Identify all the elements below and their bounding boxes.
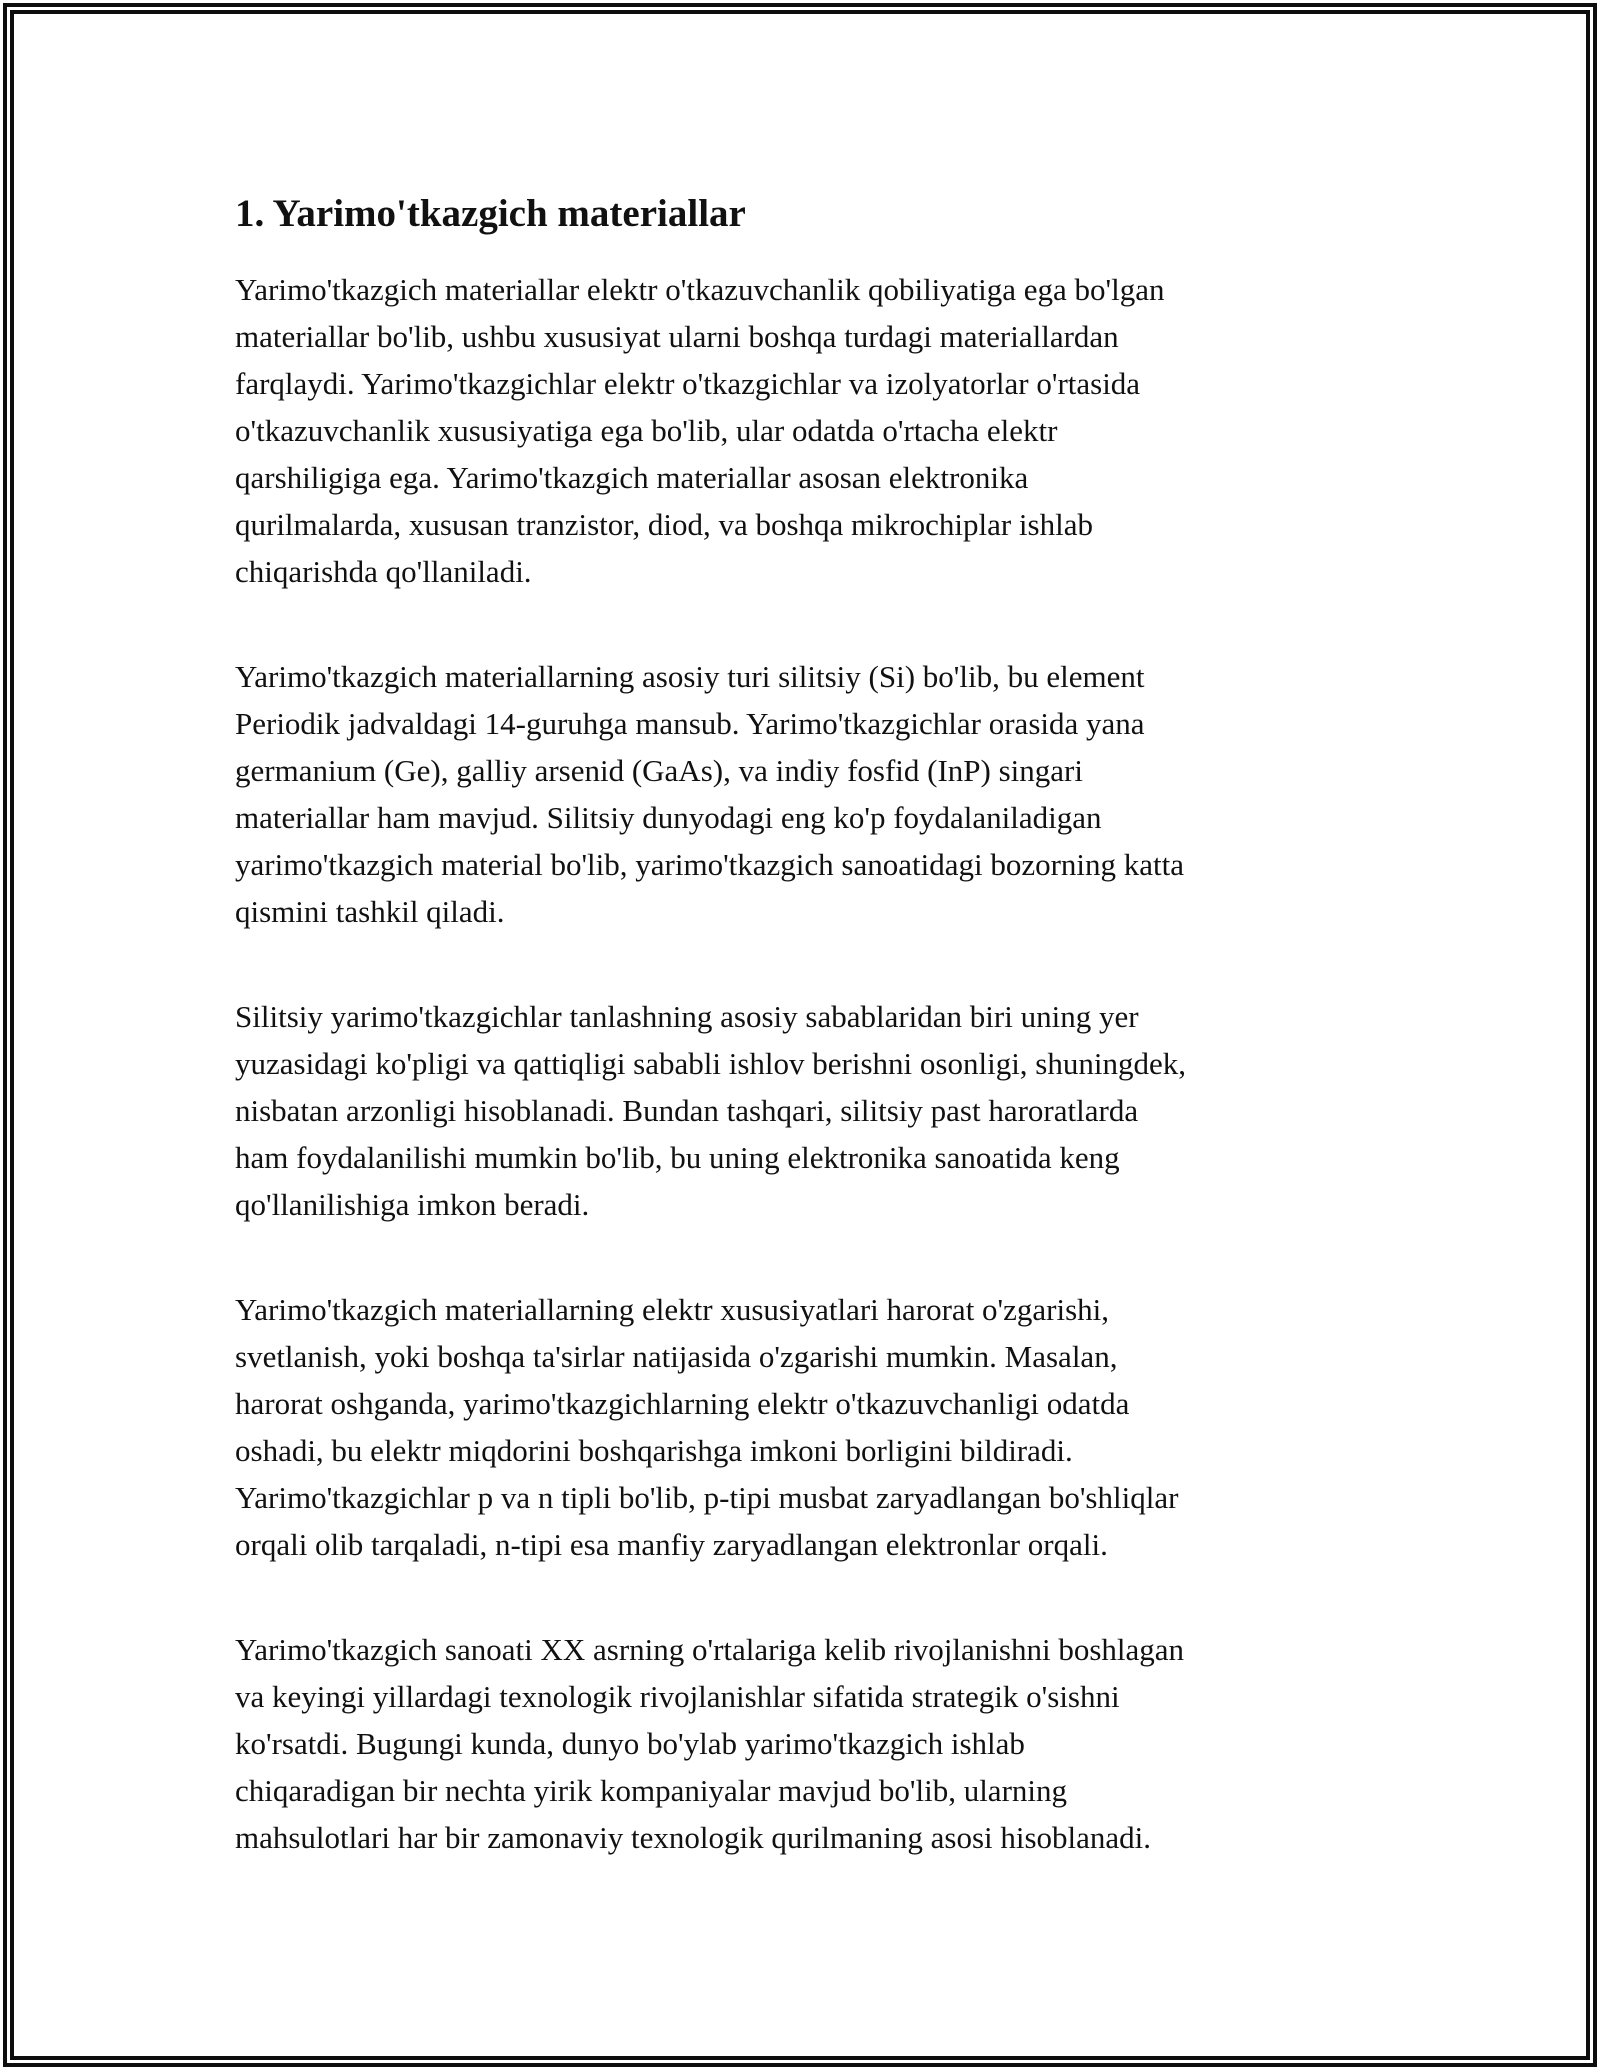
- paragraph: [235, 1626, 1415, 1861]
- text-line: va keyingi yillardagi texnologik rivojlanishlar sifatida strategik o'sishni: [235, 1679, 1120, 1714]
- body-paragraphs: [235, 266, 1415, 1861]
- text-line: ko'rsatdi. Bugungi kunda, dunyo bo'ylab yarimo'tkazgich ishlab: [235, 1726, 1025, 1761]
- text-line: Yarimo'tkazgich sanoati XX asrning o'rtalariga kelib rivojlanishni boshlagan: [235, 1632, 1185, 1667]
- text-line: materiallar bo'lib, ushbu xususiyat ularni boshqa turdagi materiallardan: [235, 319, 1119, 354]
- text-line: chiqaradigan bir nechta yirik kompaniyalar mavjud bo'lib, ularning: [235, 1773, 1068, 1808]
- text-line: Yarimo'tkazgich materiallar elektr o'tkazuvchanlik qobiliyatiga ega bo'lgan: [235, 272, 1165, 307]
- text-line: svetlanish, yoki boshqa ta'sirlar natijasida o'zgarishi mumkin. Masalan,: [235, 1339, 1118, 1374]
- text-line: qarshiligiga ega. Yarimo'tkazgich materiallar asosan elektronika: [235, 460, 1029, 495]
- text-line: oshadi, bu elektr miqdorini boshqarishga imkoni borligini bildiradi.: [235, 1433, 1073, 1468]
- text-line: Yarimo'tkazgich materiallarning elektr xususiyatlari harorat o'zgarishi,: [235, 1292, 1110, 1327]
- text-line: qurilmalarda, xususan tranzistor, diod, va boshqa mikrochiplar ishlab: [235, 507, 1093, 542]
- text-line: qo'llanilishiga imkon beradi.: [235, 1187, 590, 1222]
- text-line: nisbatan arzonligi hisoblanadi. Bundan tashqari, silitsiy past haroratlarda: [235, 1093, 1139, 1128]
- text-line: o'tkazuvchanlik xususiyatiga ega bo'lib, ular odatda o'rtacha elektr: [235, 413, 1058, 448]
- text-line: orqali olib tarqaladi, n-tipi esa manfiy zaryadlangan elektronlar orqali.: [235, 1527, 1108, 1562]
- text-line: germanium (Ge), galliy arsenid (GaAs), va indiy fosfid (InP) singari: [235, 753, 1083, 788]
- text-line: yarimo'tkazgich material bo'lib, yarimo'tkazgich sanoatidagi bozorning katta: [235, 847, 1185, 882]
- paragraph: [235, 266, 1415, 595]
- paragraph: [235, 653, 1415, 935]
- text-line: Periodik jadvaldagi 14-guruhga mansub. Yarimo'tkazgichlar orasida yana: [235, 706, 1145, 741]
- text-line: Silitsiy yarimo'tkazgichlar tanlashning asosiy sabablaridan biri uning yer: [235, 999, 1139, 1034]
- text-line: qismini tashkil qiladi.: [235, 894, 505, 929]
- text-line: farqlaydi. Yarimo'tkazgichlar elektr o'tkazgichlar va izolyatorlar o'rtasida: [235, 366, 1141, 401]
- text-line: materiallar ham mavjud. Silitsiy dunyodagi eng ko'p foydalaniladigan: [235, 800, 1102, 835]
- text-line: ham foydalanilishi mumkin bo'lib, bu uning elektronika sanoatida keng: [235, 1140, 1120, 1175]
- text-line: Yarimo'tkazgichlar p va n tipli bo'lib, p-tipi musbat zaryadlangan bo'shliqlar: [235, 1480, 1179, 1515]
- document-content: [235, 190, 1415, 1919]
- text-line: Yarimo'tkazgich materiallarning asosiy turi silitsiy (Si) bo'lib, bu element: [235, 659, 1145, 694]
- text-line: yuzasidagi ko'pligi va qattiqligi sababli ishlov berishni osonligi, shuningdek,: [235, 1046, 1186, 1081]
- text-line: mahsulotlari har bir zamonaviy texnologik qurilmaning asosi hisoblanadi.: [235, 1820, 1152, 1855]
- section-heading: 1. Yarimo'tkazgich materiallar: [235, 192, 746, 235]
- paragraph: [235, 1286, 1415, 1568]
- paragraph: [235, 993, 1415, 1228]
- text-line: harorat oshganda, yarimo'tkazgichlarning elektr o'tkazuvchanligi odatda: [235, 1386, 1130, 1421]
- text-line: chiqarishda qo'llaniladi.: [235, 554, 532, 589]
